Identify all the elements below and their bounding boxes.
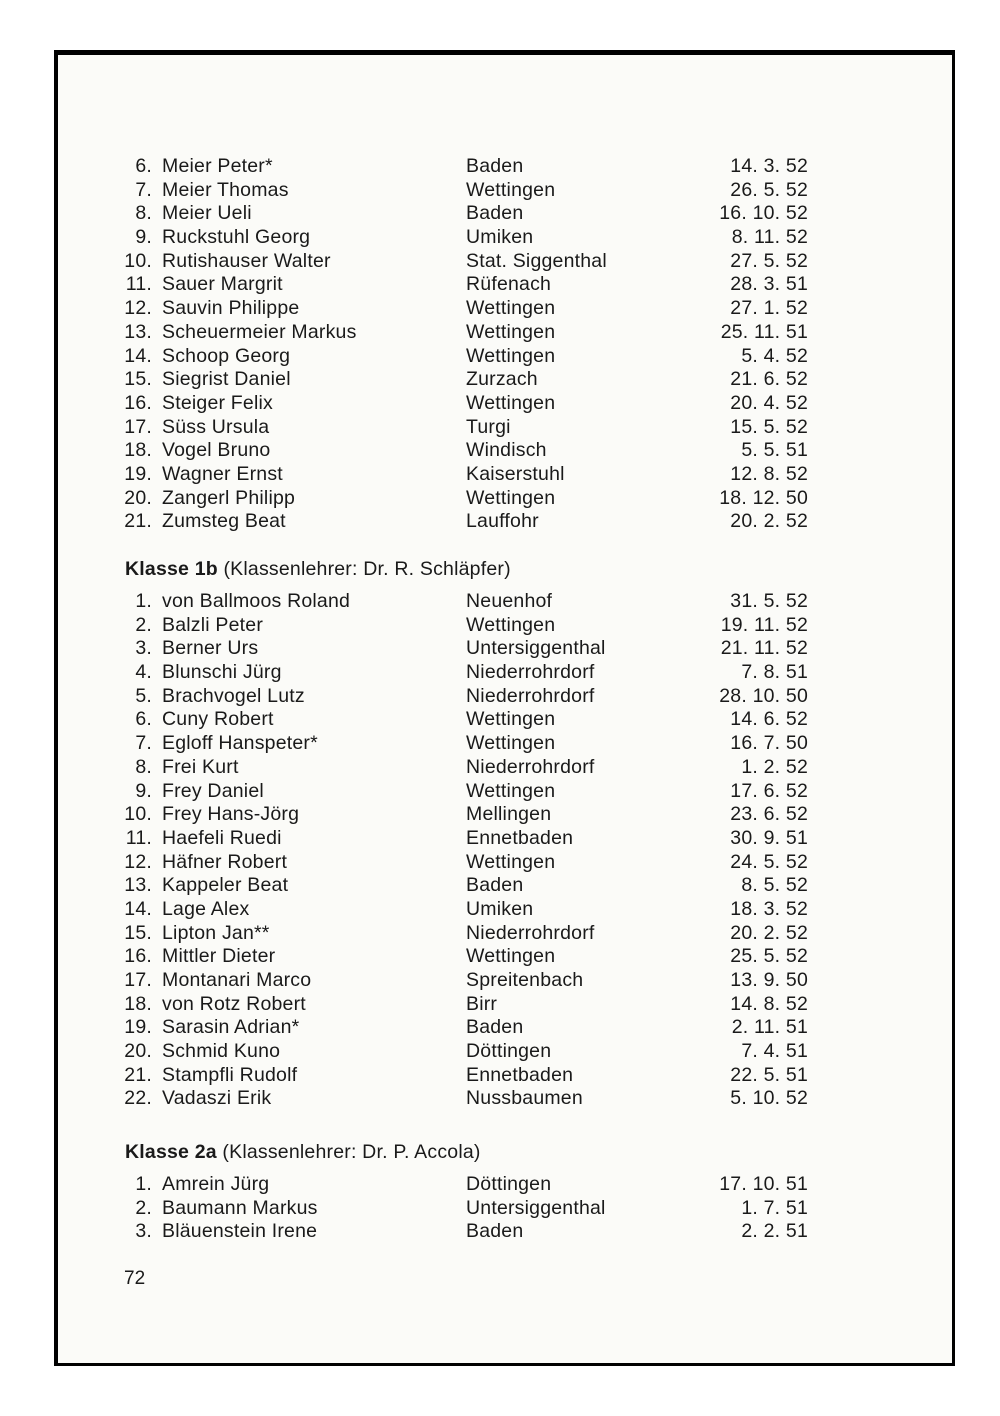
list-item <box>58 1220 952 1244</box>
birth-date: 13. 9. 50 <box>730 969 808 991</box>
entry-number: 5. <box>135 684 152 707</box>
student-name: Haefeli Ruedi <box>162 826 282 849</box>
list-item <box>58 368 952 392</box>
birth-date: 14. 6. 52 <box>730 708 808 731</box>
student-name: Blunschi Jürg <box>162 661 282 684</box>
list-item <box>58 685 952 709</box>
list-item <box>58 487 952 511</box>
entry-number: 1. <box>135 1173 152 1195</box>
hometown: Untersiggenthal <box>466 1196 606 1219</box>
student-name: Stampfli Rudolf <box>162 1063 298 1086</box>
hometown: Rüfenach <box>466 273 552 296</box>
birth-date: 16. 7. 50 <box>730 732 808 755</box>
hometown: Wettingen <box>466 486 556 509</box>
hometown: Mellingen <box>466 803 552 826</box>
hometown: Baden <box>466 155 524 177</box>
birth-date: 8. 11. 52 <box>731 226 808 249</box>
hometown: Stat. Siggenthal <box>466 249 607 272</box>
list-item <box>58 756 952 780</box>
list-item <box>58 321 952 345</box>
scan-margin-right <box>955 0 1000 1416</box>
hometown: Döttingen <box>466 1173 552 1195</box>
class-heading-2a <box>125 1140 481 1164</box>
entry-number: 13. <box>124 874 152 897</box>
student-name: Sauer Margrit <box>162 273 283 296</box>
student-name: Schmid Kuno <box>162 1040 281 1063</box>
list-item <box>58 202 952 226</box>
entry-number: 2. <box>135 1196 152 1219</box>
document-page <box>58 55 952 1363</box>
list-item <box>58 614 952 638</box>
hometown: Wettingen <box>466 344 556 367</box>
student-name: Amrein Jürg <box>162 1173 270 1195</box>
hometown: Untersiggenthal <box>466 637 606 660</box>
hometown: Umiken <box>466 226 534 249</box>
student-name: von Ballmoos Roland <box>162 590 351 612</box>
birth-date: 17. 6. 52 <box>730 779 808 802</box>
student-list-2a <box>58 1173 952 1244</box>
student-name: Baumann Markus <box>162 1196 318 1219</box>
hometown: Umiken <box>466 897 534 920</box>
hometown: Niederrohrdorf <box>466 755 595 778</box>
list-item <box>58 780 952 804</box>
list-item <box>58 1040 952 1064</box>
birth-date: 7. 8. 51 <box>741 661 808 684</box>
birth-date: 27. 5. 52 <box>730 249 808 272</box>
entry-number: 12. <box>124 297 152 320</box>
entry-number: 12. <box>124 850 152 873</box>
hometown: Niederrohrdorf <box>466 661 595 684</box>
student-name: Vogel Bruno <box>162 439 271 462</box>
student-name: Häfner Robert <box>162 850 288 873</box>
entry-number: 15. <box>124 368 152 391</box>
entry-number: 18. <box>124 439 152 462</box>
hometown: Birr <box>466 992 498 1015</box>
list-item <box>58 708 952 732</box>
hometown: Wettingen <box>466 779 556 802</box>
hometown: Turgi <box>466 415 511 438</box>
student-name: Scheuermeier Markus <box>162 320 357 343</box>
student-name: Sarasin Adrian* <box>162 1016 300 1039</box>
list-item <box>58 273 952 297</box>
list-item <box>58 1087 952 1111</box>
student-name: Ruckstuhl Georg <box>162 226 311 249</box>
birth-date: 24. 5. 52 <box>730 850 808 873</box>
birth-date: 28. 10. 50 <box>719 684 808 707</box>
entry-number: 22. <box>124 1087 152 1110</box>
class-label: Klasse 2a <box>125 1141 217 1163</box>
student-name: Zangerl Philipp <box>162 486 296 509</box>
class-teacher: (Klassenlehrer: Dr. P. Accola) <box>222 1141 481 1163</box>
hometown: Zurzach <box>466 368 538 391</box>
entry-number: 14. <box>124 344 152 367</box>
list-item <box>58 463 952 487</box>
birth-date: 20. 4. 52 <box>730 391 808 414</box>
entry-number: 15. <box>124 921 152 944</box>
hometown: Wettingen <box>466 732 556 755</box>
entry-number: 9. <box>135 779 152 802</box>
birth-date: 30. 9. 51 <box>730 826 808 849</box>
student-name: Frei Kurt <box>162 755 239 778</box>
birth-date: 14. 3. 52 <box>730 155 808 177</box>
entry-number: 11. <box>125 826 152 849</box>
student-name: Vadaszi Erik <box>162 1087 272 1110</box>
list-item <box>58 993 952 1017</box>
list-item <box>58 827 952 851</box>
entry-number: 8. <box>135 202 152 225</box>
entry-number: 6. <box>135 708 152 731</box>
birth-date: 19. 11. 52 <box>720 613 808 636</box>
list-item <box>58 898 952 922</box>
birth-date: 17. 10. 51 <box>719 1173 808 1195</box>
birth-date: 2. 2. 51 <box>741 1220 808 1243</box>
student-name: Brachvogel Lutz <box>162 684 305 707</box>
hometown: Ennetbaden <box>466 1063 574 1086</box>
hometown: Spreitenbach <box>466 969 584 991</box>
student-name: Meier Thomas <box>162 178 289 201</box>
hometown: Niederrohrdorf <box>466 921 595 944</box>
hometown: Wettingen <box>466 850 556 873</box>
hometown: Wettingen <box>466 320 556 343</box>
birth-date: 20. 2. 52 <box>730 921 808 944</box>
entry-number: 3. <box>135 1220 152 1243</box>
entry-number: 13. <box>124 320 152 343</box>
hometown: Windisch <box>466 439 547 462</box>
entry-number: 18. <box>124 992 152 1015</box>
birth-date: 12. 8. 52 <box>730 462 808 485</box>
birth-date: 23. 6. 52 <box>730 803 808 826</box>
entry-number: 6. <box>135 155 152 177</box>
birth-date: 1. 2. 52 <box>741 755 808 778</box>
class-teacher: (Klassenlehrer: Dr. R. Schläpfer) <box>223 558 511 580</box>
birth-date: 2. 11. 51 <box>731 1016 808 1039</box>
list-item <box>58 345 952 369</box>
student-name: Lipton Jan** <box>162 921 270 944</box>
student-name: Meier Ueli <box>162 202 252 225</box>
student-name: Kappeler Beat <box>162 874 289 897</box>
hometown: Baden <box>466 1016 524 1039</box>
page-number: 72 <box>124 1268 146 1289</box>
entry-number: 4. <box>135 661 152 684</box>
list-item <box>58 226 952 250</box>
birth-date: 25. 5. 52 <box>730 945 808 968</box>
birth-date: 5. 10. 52 <box>730 1087 808 1110</box>
hometown: Baden <box>466 874 524 897</box>
entry-number: 21. <box>124 510 152 533</box>
student-list-continued <box>58 155 952 534</box>
list-item <box>58 851 952 875</box>
scan-margin-top <box>0 0 1000 50</box>
birth-date: 15. 5. 52 <box>730 415 808 438</box>
list-item <box>58 969 952 993</box>
list-item <box>58 922 952 946</box>
list-item <box>58 590 952 614</box>
student-name: Cuny Robert <box>162 708 274 731</box>
scan-margin-bottom <box>0 1366 1000 1416</box>
entry-number: 3. <box>135 637 152 660</box>
student-list-1b <box>58 590 952 1111</box>
birth-date: 18. 12. 50 <box>719 486 808 509</box>
student-name: Frey Daniel <box>162 779 264 802</box>
entry-number: 8. <box>135 755 152 778</box>
student-name: Süss Ursula <box>162 415 270 438</box>
list-item <box>58 179 952 203</box>
list-item <box>58 945 952 969</box>
entry-number: 9. <box>135 226 152 249</box>
birth-date: 26. 5. 52 <box>730 178 808 201</box>
student-name: Sauvin Philippe <box>162 297 300 320</box>
birth-date: 5. 4. 52 <box>741 344 808 367</box>
list-item <box>58 250 952 274</box>
birth-date: 21. 6. 52 <box>730 368 808 391</box>
student-name: Egloff Hanspeter* <box>162 732 318 755</box>
entry-number: 16. <box>124 391 152 414</box>
student-name: Rutishauser Walter <box>162 249 331 272</box>
class-label: Klasse 1b <box>125 558 218 580</box>
student-name: Siegrist Daniel <box>162 368 291 391</box>
birth-date: 14. 8. 52 <box>730 992 808 1015</box>
birth-date: 21. 11. 52 <box>720 637 808 660</box>
birth-date: 20. 2. 52 <box>730 510 808 533</box>
birth-date: 8. 5. 52 <box>741 874 808 897</box>
entry-number: 10. <box>124 249 152 272</box>
hometown: Wettingen <box>466 613 556 636</box>
list-item <box>58 661 952 685</box>
student-name: Frey Hans-Jörg <box>162 803 300 826</box>
list-item <box>58 637 952 661</box>
hometown: Wettingen <box>466 708 556 731</box>
student-name: Bläuenstein Irene <box>162 1220 318 1243</box>
entry-number: 20. <box>124 1040 152 1063</box>
list-item <box>58 1197 952 1221</box>
hometown: Baden <box>466 202 524 225</box>
birth-date: 18. 3. 52 <box>730 897 808 920</box>
list-item <box>58 155 952 179</box>
hometown: Döttingen <box>466 1040 552 1063</box>
hometown: Niederrohrdorf <box>466 684 595 707</box>
list-item <box>58 416 952 440</box>
student-name: Meier Peter* <box>162 155 273 177</box>
entry-number: 10. <box>124 803 152 826</box>
hometown: Nussbaumen <box>466 1087 583 1110</box>
student-name: Berner Urs <box>162 637 259 660</box>
list-item <box>58 510 952 534</box>
student-name: Montanari Marco <box>162 969 312 991</box>
birth-date: 1. 7. 51 <box>741 1196 808 1219</box>
hometown: Lauffohr <box>466 510 539 533</box>
class-heading-1b <box>125 557 511 581</box>
entry-number: 17. <box>124 969 152 991</box>
entry-number: 14. <box>124 897 152 920</box>
birth-date: 31. 5. 52 <box>730 590 808 612</box>
entry-number: 17. <box>124 415 152 438</box>
entry-number: 20. <box>124 486 152 509</box>
hometown: Wettingen <box>466 945 556 968</box>
hometown: Ennetbaden <box>466 826 574 849</box>
hometown: Wettingen <box>466 297 556 320</box>
list-item <box>58 1064 952 1088</box>
list-item <box>58 732 952 756</box>
list-item <box>58 803 952 827</box>
birth-date: 16. 10. 52 <box>719 202 808 225</box>
list-item <box>58 1016 952 1040</box>
hometown: Kaiserstuhl <box>466 462 565 485</box>
list-item <box>58 392 952 416</box>
student-name: Balzli Peter <box>162 613 264 636</box>
birth-date: 22. 5. 51 <box>730 1063 808 1086</box>
student-name: Wagner Ernst <box>162 462 283 485</box>
student-name: Zumsteg Beat <box>162 510 286 533</box>
hometown: Wettingen <box>466 391 556 414</box>
list-item <box>58 297 952 321</box>
entry-number: 2. <box>135 613 152 636</box>
student-name: Lage Alex <box>162 897 250 920</box>
student-name: Steiger Felix <box>162 391 273 414</box>
birth-date: 25. 11. 51 <box>720 320 808 343</box>
birth-date: 28. 3. 51 <box>730 273 808 296</box>
hometown: Neuenhof <box>466 590 553 612</box>
entry-number: 21. <box>124 1063 152 1086</box>
entry-number: 7. <box>135 732 152 755</box>
list-item <box>58 439 952 463</box>
scan-margin-left <box>0 0 54 1416</box>
student-name: Schoop Georg <box>162 344 291 367</box>
birth-date: 5. 5. 51 <box>741 439 808 462</box>
entry-number: 19. <box>124 1016 152 1039</box>
birth-date: 7. 4. 51 <box>741 1040 808 1063</box>
entry-number: 19. <box>124 462 152 485</box>
entry-number: 1. <box>135 590 152 612</box>
hometown: Baden <box>466 1220 524 1243</box>
entry-number: 11. <box>125 273 152 296</box>
list-item <box>58 874 952 898</box>
hometown: Wettingen <box>466 178 556 201</box>
birth-date: 27. 1. 52 <box>730 297 808 320</box>
entry-number: 7. <box>135 178 152 201</box>
entry-number: 16. <box>124 945 152 968</box>
student-name: von Rotz Robert <box>162 992 306 1015</box>
student-name: Mittler Dieter <box>162 945 276 968</box>
list-item <box>58 1173 952 1197</box>
